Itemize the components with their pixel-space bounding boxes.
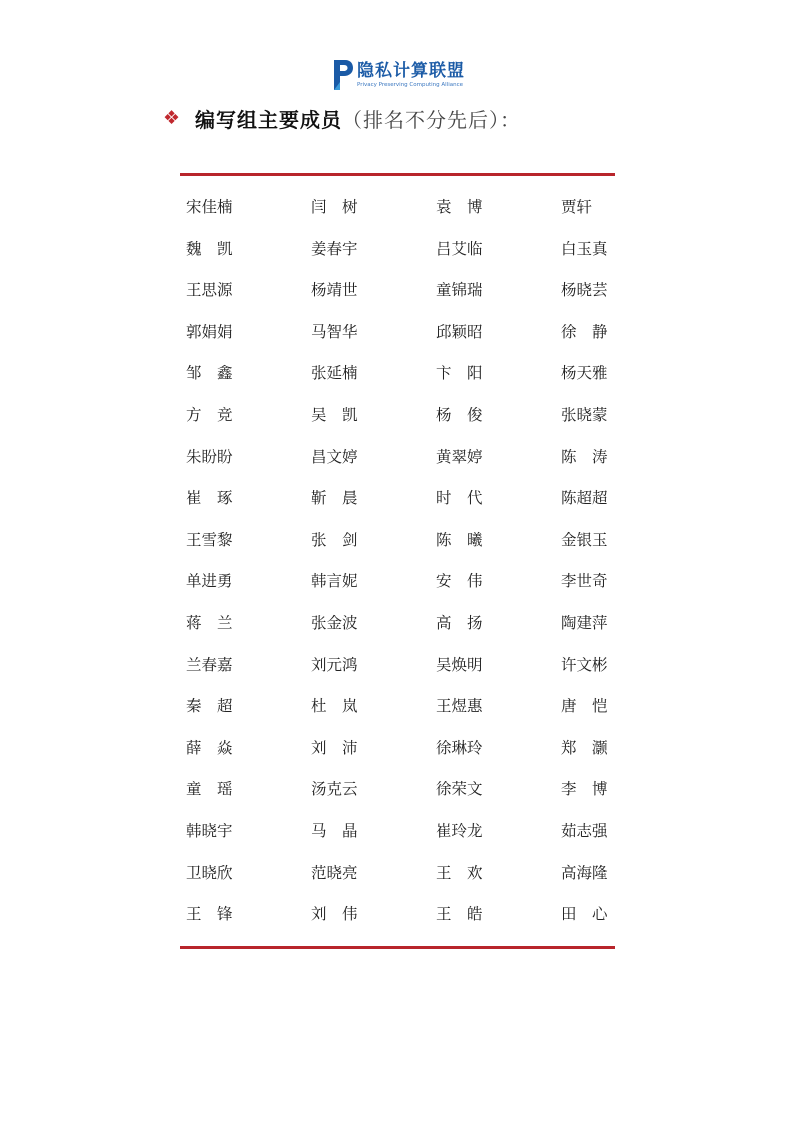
member-name: 卫晓欣	[186, 863, 233, 882]
member-name: 姜春宇	[311, 239, 358, 258]
member-name: 兰春嘉	[186, 655, 233, 674]
member-name: 杨天雅	[561, 364, 608, 383]
table-row	[186, 270, 616, 312]
member-name: 吕艾临	[436, 239, 483, 258]
member-name: 范晓亮	[311, 863, 358, 882]
member-name: 唐 恺	[561, 697, 608, 716]
member-name: 王 锋	[186, 905, 233, 924]
member-name: 李世奇	[561, 572, 608, 591]
logo-p-icon	[332, 58, 354, 92]
member-name: 吴 凯	[311, 405, 358, 424]
member-name: 张延楠	[311, 364, 358, 383]
member-name: 徐 静	[561, 322, 608, 341]
member-name: 安 伟	[436, 572, 483, 591]
table-row	[186, 229, 616, 271]
table-row	[186, 853, 616, 895]
table-top-rule	[180, 173, 615, 176]
member-name: 王雪黎	[186, 530, 233, 549]
member-name: 秦 超	[186, 697, 233, 716]
table-row	[186, 811, 616, 853]
member-name: 童锦瑞	[436, 281, 483, 300]
member-name: 王思源	[186, 281, 233, 300]
member-name: 白玉真	[561, 239, 608, 258]
logo-subtitle: Privacy Preserving Computing Alliance	[357, 82, 463, 88]
table-row	[186, 312, 616, 354]
heading-title: 编写组主要成员	[195, 107, 342, 132]
member-name: 邹 鑫	[186, 364, 233, 383]
member-name: 高海隆	[561, 863, 608, 882]
member-name: 陈超超	[561, 489, 608, 508]
table-row	[186, 686, 616, 728]
member-name: 卞 阳	[436, 364, 483, 383]
table-row	[186, 894, 616, 936]
table-row	[186, 478, 616, 520]
member-name: 杨 俊	[436, 405, 483, 424]
member-name: 许文彬	[561, 655, 608, 674]
member-name: 徐琳玲	[436, 738, 483, 757]
table-row	[186, 353, 616, 395]
section-heading	[163, 104, 521, 132]
table-row	[186, 603, 616, 645]
member-name: 刘 沛	[311, 738, 358, 757]
member-name: 吴焕明	[436, 655, 483, 674]
member-name: 茹志强	[561, 821, 608, 840]
member-name: 张晓蒙	[561, 405, 608, 424]
table-row	[186, 437, 616, 479]
member-name: 贾轩	[561, 198, 593, 216]
member-name: 童 瑶	[186, 780, 233, 799]
alliance-logo	[332, 56, 465, 94]
member-name: 杨靖世	[311, 281, 358, 300]
member-name: 汤克云	[311, 780, 358, 799]
member-name: 蒋 兰	[186, 613, 233, 632]
member-name: 宋佳楠	[186, 198, 233, 216]
member-name: 杜 岚	[311, 697, 358, 716]
member-name: 靳 晨	[311, 489, 358, 508]
member-name: 李 博	[561, 780, 608, 799]
logo-title: 隐私计算联盟	[357, 61, 465, 81]
table-row	[186, 769, 616, 811]
member-name: 陈 涛	[561, 447, 608, 466]
member-name: 郭娟娟	[186, 322, 233, 341]
member-name: 韩言妮	[311, 572, 358, 591]
member-name: 杨晓芸	[561, 281, 608, 300]
member-name: 朱盼盼	[186, 447, 233, 466]
member-name: 韩晓宇	[186, 821, 233, 840]
member-name: 马 晶	[311, 821, 358, 840]
member-name: 刘元鸿	[311, 655, 358, 674]
member-name: 王 皓	[436, 905, 483, 924]
member-name: 陶建萍	[561, 613, 608, 632]
member-name: 魏 凯	[186, 239, 233, 258]
table-row	[186, 520, 616, 562]
member-name: 崔 琢	[186, 489, 233, 508]
member-name: 单进勇	[186, 572, 233, 591]
member-name: 刘 伟	[311, 905, 358, 924]
table-row	[186, 645, 616, 687]
member-name: 陈 曦	[436, 530, 483, 549]
member-name: 张金波	[311, 613, 358, 632]
table-row	[186, 395, 616, 437]
table-row	[186, 561, 616, 603]
member-name: 昌文婷	[311, 447, 358, 466]
member-name: 田 心	[561, 905, 608, 924]
diamond-bullet-icon: ❖	[163, 107, 181, 129]
member-name: 薛 焱	[186, 738, 233, 757]
member-name: 马智华	[311, 322, 358, 341]
member-name: 方 竞	[186, 405, 233, 424]
member-name: 王 欢	[436, 863, 483, 882]
member-name: 袁 博	[436, 198, 483, 216]
member-name: 时 代	[436, 489, 483, 508]
member-name: 闫 树	[311, 198, 358, 216]
heading-note: （排名不分先后）：	[342, 107, 521, 132]
member-name: 金银玉	[561, 530, 608, 549]
member-name: 黄翠婷	[436, 447, 483, 466]
member-name: 崔玲龙	[436, 821, 483, 840]
table-row	[186, 728, 616, 770]
member-name: 王煜惠	[436, 697, 483, 716]
member-name: 徐荣文	[436, 780, 483, 799]
member-name: 张 剑	[311, 530, 358, 549]
member-name: 邱颖昭	[436, 322, 483, 341]
table-row	[186, 187, 616, 229]
table-bottom-rule	[180, 946, 615, 949]
member-name: 郑 灏	[561, 738, 608, 757]
member-name: 高 扬	[436, 613, 483, 632]
member-table	[186, 187, 616, 936]
